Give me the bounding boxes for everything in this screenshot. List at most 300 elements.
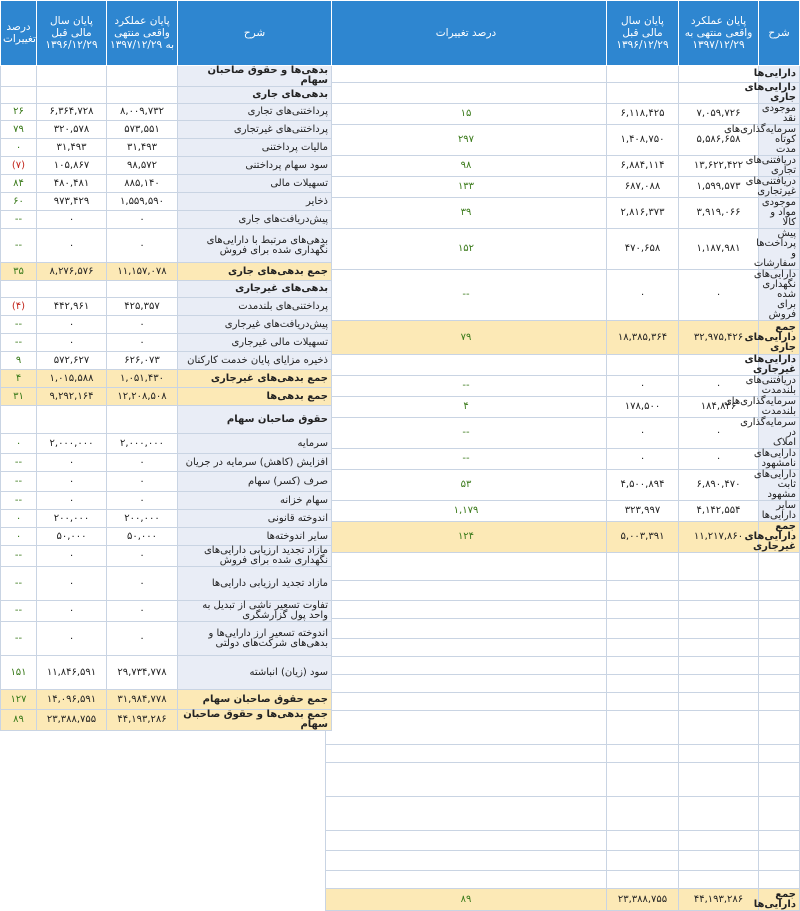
asset-row (326, 501, 800, 522)
liability-cell-cur: ۳۱,۴۹۳ (107, 139, 178, 157)
liabilities-header-previous: پایان سال مالی قبل ۱۳۹۶/۱۲/۲۹ (37, 1, 107, 66)
asset-cell-cur (679, 619, 759, 639)
liability-cell-prev: ۴۴۲,۹۶۱ (37, 298, 107, 316)
asset-cell-prev (607, 711, 679, 745)
liability-cell-prev (37, 406, 107, 434)
asset-cell-label: دارایی‌های غیرجاری (759, 355, 800, 376)
liability-cell-prev: ۰ (37, 472, 107, 492)
asset-cell-pct (326, 66, 607, 83)
liability-cell-cur: ۴۲۵,۳۵۷ (107, 298, 178, 316)
asset-cell-label: جمع دارایی‌های جاری (759, 321, 800, 355)
liability-cell-label: سود (زیان) انباشته (178, 656, 332, 690)
liability-row (1, 316, 332, 334)
liability-cell-label: پیش‌دریافت‌های جاری (178, 211, 332, 229)
asset-row (326, 198, 800, 229)
asset-cell-pct: -- (326, 449, 607, 470)
liability-row (1, 567, 332, 601)
asset-cell-cur: ۴۴,۱۹۳,۲۸۶ (679, 889, 759, 911)
liability-cell-cur: ۶۲۶,۰۷۳ (107, 352, 178, 370)
liability-row (1, 370, 332, 388)
liability-cell-prev: ۲,۰۰۰,۰۰۰ (37, 434, 107, 454)
asset-cell-prev: ۶,۸۸۴,۱۱۴ (607, 156, 679, 177)
liability-cell-cur: ۱۲,۲۰۸,۵۰۸ (107, 388, 178, 406)
liability-cell-label: حقوق صاحبان سهام (178, 406, 332, 434)
liability-cell-pct: -- (1, 211, 37, 229)
asset-row (326, 601, 800, 619)
liability-cell-pct: ۰ (1, 434, 37, 454)
asset-cell-prev (607, 619, 679, 639)
liability-row (1, 263, 332, 281)
asset-cell-cur: ۳,۹۱۹,۰۶۶ (679, 198, 759, 229)
asset-row (326, 83, 800, 104)
asset-cell-pct (326, 355, 607, 376)
liability-cell-prev: ۲۳,۳۸۸,۷۵۵ (37, 710, 107, 731)
liability-cell-cur: ۸,۰۰۹,۷۳۲ (107, 104, 178, 121)
liability-cell-cur: ۰ (107, 622, 178, 656)
liability-cell-pct (1, 281, 37, 298)
asset-cell-cur (679, 581, 759, 601)
asset-row (326, 619, 800, 639)
asset-cell-pct: ۹۸ (326, 156, 607, 177)
liabilities-body (1, 66, 332, 731)
asset-cell-prev (607, 831, 679, 851)
liability-cell-cur: ۲۰۰,۰۰۰ (107, 510, 178, 528)
liability-cell-pct: ۱۵۱ (1, 656, 37, 690)
asset-cell-prev: ۲,۸۱۶,۳۷۳ (607, 198, 679, 229)
liability-row (1, 104, 332, 121)
liability-cell-cur: ۰ (107, 492, 178, 510)
liability-cell-pct: -- (1, 454, 37, 472)
asset-cell-label (759, 831, 800, 851)
liability-cell-prev: ۴۸۰,۴۸۱ (37, 175, 107, 193)
asset-cell-label: سرمایه‌گذاری‌های کوتاه مدت (759, 125, 800, 156)
asset-cell-cur (679, 851, 759, 871)
asset-cell-prev: ۶۸۷,۰۸۸ (607, 177, 679, 198)
liability-cell-pct (1, 87, 37, 104)
asset-cell-prev (607, 601, 679, 619)
asset-cell-cur (679, 831, 759, 851)
assets-header-desc: شرح (759, 1, 800, 66)
asset-cell-prev (607, 693, 679, 711)
liability-row (1, 690, 332, 710)
asset-cell-cur (679, 553, 759, 581)
asset-cell-prev (607, 675, 679, 693)
liability-cell-pct: -- (1, 622, 37, 656)
asset-cell-label (759, 851, 800, 871)
asset-row (326, 376, 800, 397)
liability-cell-cur: ۰ (107, 601, 178, 622)
asset-cell-pct: ۱۳۳ (326, 177, 607, 198)
liability-cell-label: جمع بدهی‌های جاری (178, 263, 332, 281)
liability-cell-label: صرف (کسر) سهام (178, 472, 332, 492)
liability-cell-label: سهام خزانه (178, 492, 332, 510)
liability-cell-prev: ۰ (37, 334, 107, 352)
liability-cell-label: جمع حقوق صاحبان سهام (178, 690, 332, 710)
liability-cell-prev: ۱۱,۸۴۶,۵۹۱ (37, 656, 107, 690)
asset-cell-pct (326, 871, 607, 889)
liability-cell-label: سود سهام پرداختنی (178, 157, 332, 175)
liability-cell-pct: -- (1, 492, 37, 510)
asset-row (326, 229, 800, 270)
asset-cell-label: موجودی نقد (759, 104, 800, 125)
liability-cell-prev: ۰ (37, 229, 107, 263)
liability-cell-prev: ۰ (37, 211, 107, 229)
asset-cell-prev: ۰ (607, 270, 679, 321)
liability-cell-prev: ۰ (37, 622, 107, 656)
liability-cell-prev (37, 66, 107, 87)
asset-row (326, 270, 800, 321)
liability-cell-pct: ۹ (1, 352, 37, 370)
liability-cell-pct: ۰ (1, 139, 37, 157)
assets-header-row (326, 1, 800, 66)
assets-header-previous: پایان سال مالی قبل ۱۳۹۶/۱۲/۲۹ (607, 1, 679, 66)
asset-cell-prev (607, 763, 679, 797)
liability-cell-prev: ۳۱,۴۹۳ (37, 139, 107, 157)
liability-cell-prev: ۱,۰۱۵,۵۸۸ (37, 370, 107, 388)
asset-cell-cur: ۴,۱۴۲,۵۵۴ (679, 501, 759, 522)
liability-cell-label: اندوخته تسعیر ارز دارایی‌ها و بدهی‌های شرکت‌های دولتی (178, 622, 332, 656)
liability-cell-cur: ۱,۵۵۹,۵۹۰ (107, 193, 178, 211)
liability-cell-label: جمع بدهی‌های غیرجاری (178, 370, 332, 388)
asset-cell-label (759, 581, 800, 601)
asset-row (326, 104, 800, 125)
asset-cell-pct (326, 553, 607, 581)
asset-cell-label: سرمایه‌گذاری در املاک (759, 418, 800, 449)
liability-cell-pct: ۳۱ (1, 388, 37, 406)
asset-cell-pct: ۱,۱۷۹ (326, 501, 607, 522)
liability-cell-pct: ۱۲۷ (1, 690, 37, 710)
asset-row (326, 745, 800, 763)
liability-row (1, 546, 332, 567)
asset-cell-cur: ۵,۵۸۶,۶۵۸ (679, 125, 759, 156)
liability-cell-cur: ۲۹,۷۳۴,۷۷۸ (107, 656, 178, 690)
liabilities-equity-table (0, 0, 332, 731)
asset-cell-prev (607, 355, 679, 376)
asset-cell-pct (326, 851, 607, 871)
assets-header-pct: درصد تغییرات (326, 1, 607, 66)
liability-row (1, 193, 332, 211)
asset-row (326, 675, 800, 693)
liability-row (1, 406, 332, 434)
asset-cell-prev: ۶,۱۱۸,۴۲۵ (607, 104, 679, 125)
liability-cell-prev: ۹۷۳,۴۲۹ (37, 193, 107, 211)
asset-cell-prev (607, 657, 679, 675)
liability-cell-prev: ۰ (37, 567, 107, 601)
asset-cell-prev (607, 581, 679, 601)
liability-cell-pct: ۲۶ (1, 104, 37, 121)
liability-cell-label: پیش‌دریافت‌های غیرجاری (178, 316, 332, 334)
asset-cell-cur: ۰ (679, 270, 759, 321)
asset-row (326, 522, 800, 553)
asset-cell-pct (326, 797, 607, 831)
liability-cell-label: پرداختنی‌های بلندمدت (178, 298, 332, 316)
asset-cell-cur (679, 711, 759, 745)
liability-row (1, 139, 332, 157)
asset-cell-prev (607, 745, 679, 763)
liability-cell-label: بدهی‌ها و حقوق صاحبان سهام (178, 66, 332, 87)
asset-row (326, 657, 800, 675)
liability-cell-cur (107, 87, 178, 104)
liability-cell-prev: ۲۰۰,۰۰۰ (37, 510, 107, 528)
liability-cell-pct: -- (1, 472, 37, 492)
liability-cell-cur (107, 66, 178, 87)
liability-cell-pct: ۶۰ (1, 193, 37, 211)
liability-row (1, 434, 332, 454)
asset-row (326, 581, 800, 601)
liability-cell-cur: ۱,۰۵۱,۴۳۰ (107, 370, 178, 388)
liability-cell-label: اندوخته قانونی (178, 510, 332, 528)
liability-cell-cur: ۰ (107, 472, 178, 492)
liability-cell-label: سایر اندوخته‌ها (178, 528, 332, 546)
asset-row (326, 156, 800, 177)
liability-row (1, 492, 332, 510)
liability-cell-label: تفاوت تسعیر ناشی از تبدیل به واحد پول گزارشگری (178, 601, 332, 622)
liability-row (1, 229, 332, 263)
liability-cell-pct: -- (1, 601, 37, 622)
asset-cell-label (759, 763, 800, 797)
liability-cell-cur (107, 281, 178, 298)
asset-cell-cur: ۳۲,۹۷۵,۴۲۶ (679, 321, 759, 355)
liability-cell-pct: (۷) (1, 157, 37, 175)
asset-row (326, 397, 800, 418)
asset-row (326, 639, 800, 657)
asset-cell-label: دریافتنی‌های غیرتجاری (759, 177, 800, 198)
liability-row (1, 281, 332, 298)
asset-cell-cur (679, 871, 759, 889)
asset-row (326, 177, 800, 198)
liability-row (1, 66, 332, 87)
asset-cell-prev: ۵,۰۰۳,۳۹۱ (607, 522, 679, 553)
asset-cell-pct (326, 763, 607, 797)
liability-cell-prev: ۶,۳۶۴,۷۲۸ (37, 104, 107, 121)
asset-cell-cur (679, 639, 759, 657)
liability-cell-pct: (۴) (1, 298, 37, 316)
asset-cell-cur: ۱۱,۲۱۷,۸۶۰ (679, 522, 759, 553)
asset-cell-pct (326, 745, 607, 763)
liability-row (1, 121, 332, 139)
liability-cell-cur: ۴۴,۱۹۳,۲۸۶ (107, 710, 178, 731)
asset-cell-label: دارایی‌های ثابت مشهود (759, 470, 800, 501)
liability-row (1, 528, 332, 546)
liability-cell-prev: ۵۰,۰۰۰ (37, 528, 107, 546)
asset-cell-prev: ۰ (607, 418, 679, 449)
asset-row (326, 851, 800, 871)
liability-cell-cur: ۹۸,۵۷۲ (107, 157, 178, 175)
asset-cell-label: دارایی‌های جاری (759, 83, 800, 104)
liabilities-header-desc: شرح (178, 1, 332, 66)
asset-cell-prev: ۱۷۸,۵۰۰ (607, 397, 679, 418)
liability-cell-pct: -- (1, 334, 37, 352)
asset-cell-pct: ۷۹ (326, 321, 607, 355)
asset-row (326, 418, 800, 449)
liability-cell-label: پرداختنی‌های غیرتجاری (178, 121, 332, 139)
asset-cell-label: دارایی‌های نگهداری شده برای فروش (759, 270, 800, 321)
asset-cell-pct (326, 657, 607, 675)
liability-cell-pct: ۴ (1, 370, 37, 388)
liability-cell-label: مازاد تجدید ارزیابی دارایی‌ها (178, 567, 332, 601)
liability-cell-cur: ۰ (107, 567, 178, 601)
assets-table (325, 0, 800, 911)
liability-cell-label: بدهی‌های جاری (178, 87, 332, 104)
liability-row (1, 211, 332, 229)
asset-cell-pct: ۱۵۲ (326, 229, 607, 270)
asset-cell-pct: -- (326, 376, 607, 397)
asset-cell-cur (679, 693, 759, 711)
asset-row (326, 871, 800, 889)
asset-cell-label: جمع دارایی‌ها (759, 889, 800, 911)
asset-cell-label: جمع دارایی‌های غیرجاری (759, 522, 800, 553)
liability-cell-cur: ۵۷۳,۵۵۱ (107, 121, 178, 139)
liability-cell-cur: ۰ (107, 334, 178, 352)
asset-row (326, 553, 800, 581)
asset-cell-cur: ۷,۰۵۹,۷۲۶ (679, 104, 759, 125)
liability-cell-pct: -- (1, 567, 37, 601)
liabilities-header-current: پایان عملکرد واقعی منتهی به ۱۳۹۷/۱۲/۲۹ (107, 1, 178, 66)
asset-row (326, 797, 800, 831)
asset-cell-cur (679, 675, 759, 693)
liability-cell-prev: ۰ (37, 546, 107, 567)
liability-cell-prev: ۰ (37, 316, 107, 334)
liability-cell-pct (1, 406, 37, 434)
asset-cell-label (759, 553, 800, 581)
asset-cell-label (759, 797, 800, 831)
liability-cell-label: پرداختنی‌های تجاری (178, 104, 332, 121)
asset-cell-label (759, 639, 800, 657)
liability-row (1, 656, 332, 690)
asset-cell-prev (607, 553, 679, 581)
liability-cell-prev: ۰ (37, 454, 107, 472)
liability-row (1, 157, 332, 175)
liability-cell-pct: ۰ (1, 528, 37, 546)
liability-cell-prev: ۰ (37, 492, 107, 510)
asset-cell-prev (607, 83, 679, 104)
asset-cell-prev (607, 797, 679, 831)
liability-cell-prev (37, 281, 107, 298)
asset-cell-prev: ۰ (607, 376, 679, 397)
asset-row (326, 711, 800, 745)
asset-cell-pct (326, 639, 607, 657)
asset-cell-pct (326, 831, 607, 851)
asset-cell-label: سایر دارایی‌ها (759, 501, 800, 522)
liability-cell-pct: ۳۵ (1, 263, 37, 281)
liability-cell-cur: ۳۱,۹۸۴,۷۷۸ (107, 690, 178, 710)
asset-cell-pct (326, 619, 607, 639)
asset-cell-pct: ۴ (326, 397, 607, 418)
liability-cell-cur: ۰ (107, 546, 178, 567)
liability-row (1, 601, 332, 622)
asset-cell-pct: ۸۹ (326, 889, 607, 911)
liability-cell-prev: ۸,۲۷۶,۵۷۶ (37, 263, 107, 281)
asset-cell-pct: ۵۳ (326, 470, 607, 501)
asset-cell-pct: -- (326, 270, 607, 321)
asset-cell-pct (326, 83, 607, 104)
asset-cell-label (759, 871, 800, 889)
liability-cell-label: تسهیلات مالی غیرجاری (178, 334, 332, 352)
liability-cell-prev: ۳۲۰,۵۷۸ (37, 121, 107, 139)
asset-cell-label: دارایی‌های نامشهود (759, 449, 800, 470)
liability-cell-prev: ۱۴,۰۹۶,۵۹۱ (37, 690, 107, 710)
asset-cell-prev: ۴۷۰,۶۵۸ (607, 229, 679, 270)
liability-cell-label: تسهیلات مالی (178, 175, 332, 193)
asset-cell-prev: ۲۳,۳۸۸,۷۵۵ (607, 889, 679, 911)
liability-cell-prev: ۱۰۵,۸۶۷ (37, 157, 107, 175)
asset-cell-label (759, 657, 800, 675)
liability-row (1, 710, 332, 731)
liability-cell-pct: -- (1, 316, 37, 334)
liability-cell-label: ذخایر (178, 193, 332, 211)
liability-cell-pct: -- (1, 546, 37, 567)
asset-cell-cur: ۰ (679, 376, 759, 397)
asset-cell-prev: ۴,۵۰۰,۸۹۴ (607, 470, 679, 501)
liability-row (1, 510, 332, 528)
asset-cell-pct: ۱۲۴ (326, 522, 607, 553)
asset-cell-label: پیش پرداخت‌ها و سفارشات (759, 229, 800, 270)
asset-cell-pct: ۲۹۷ (326, 125, 607, 156)
liabilities-header-row (1, 1, 332, 66)
asset-cell-cur: ۰ (679, 418, 759, 449)
asset-row (326, 693, 800, 711)
asset-cell-prev (607, 66, 679, 83)
liabilities-header-pct: درصد تغییرات (1, 1, 37, 66)
liability-cell-label: جمع بدهی‌ها (178, 388, 332, 406)
liability-row (1, 87, 332, 104)
asset-cell-pct (326, 675, 607, 693)
liability-cell-label: جمع بدهی‌ها و حقوق صاحبان سهام (178, 710, 332, 731)
liability-cell-label: ذخیره مزایای پایان خدمت کارکنان (178, 352, 332, 370)
asset-cell-label: سرمایه‌گذاری‌های بلندمدت (759, 397, 800, 418)
asset-cell-pct: ۱۵ (326, 104, 607, 125)
asset-row (326, 831, 800, 851)
asset-cell-label (759, 619, 800, 639)
liability-row (1, 352, 332, 370)
liability-cell-label: افزایش (کاهش) سرمایه در جریان (178, 454, 332, 472)
liability-cell-label: بدهی‌های مرتبط با دارایی‌های نگهداری شده برای فروش (178, 229, 332, 263)
liability-cell-pct: ۰ (1, 510, 37, 528)
liability-cell-label: مالیات پرداختنی (178, 139, 332, 157)
asset-row (326, 125, 800, 156)
liability-cell-cur: ۰ (107, 229, 178, 263)
liability-cell-cur: ۰ (107, 211, 178, 229)
liability-cell-pct: ۷۹ (1, 121, 37, 139)
asset-row (326, 470, 800, 501)
asset-cell-prev (607, 639, 679, 657)
asset-row (326, 321, 800, 355)
liability-row (1, 454, 332, 472)
liability-cell-label: بدهی‌های غیرجاری (178, 281, 332, 298)
asset-cell-cur (679, 797, 759, 831)
liability-cell-prev: ۵۷۲,۶۲۷ (37, 352, 107, 370)
assets-body (326, 66, 800, 911)
asset-cell-label: دارایی‌ها (759, 66, 800, 83)
asset-cell-prev: ۰ (607, 449, 679, 470)
assets-header-current: پایان عملکرد واقعی منتهی به ۱۳۹۷/۱۲/۲۹ (679, 1, 759, 66)
asset-cell-label (759, 601, 800, 619)
liability-cell-label: مازاد تجدید ارزیابی دارایی‌های نگهداری شده برای فروش (178, 546, 332, 567)
asset-cell-label (759, 745, 800, 763)
liability-cell-cur: ۰ (107, 316, 178, 334)
asset-row (326, 355, 800, 376)
asset-cell-label (759, 675, 800, 693)
asset-cell-pct: ۳۹ (326, 198, 607, 229)
asset-cell-prev: ۱,۴۰۸,۷۵۰ (607, 125, 679, 156)
liability-cell-prev: ۹,۲۹۲,۱۶۴ (37, 388, 107, 406)
liability-cell-prev (37, 87, 107, 104)
liability-cell-pct: -- (1, 229, 37, 263)
asset-cell-cur: ۱۳,۶۲۲,۴۲۲ (679, 156, 759, 177)
asset-cell-pct (326, 581, 607, 601)
liability-row (1, 175, 332, 193)
liability-cell-cur (107, 406, 178, 434)
